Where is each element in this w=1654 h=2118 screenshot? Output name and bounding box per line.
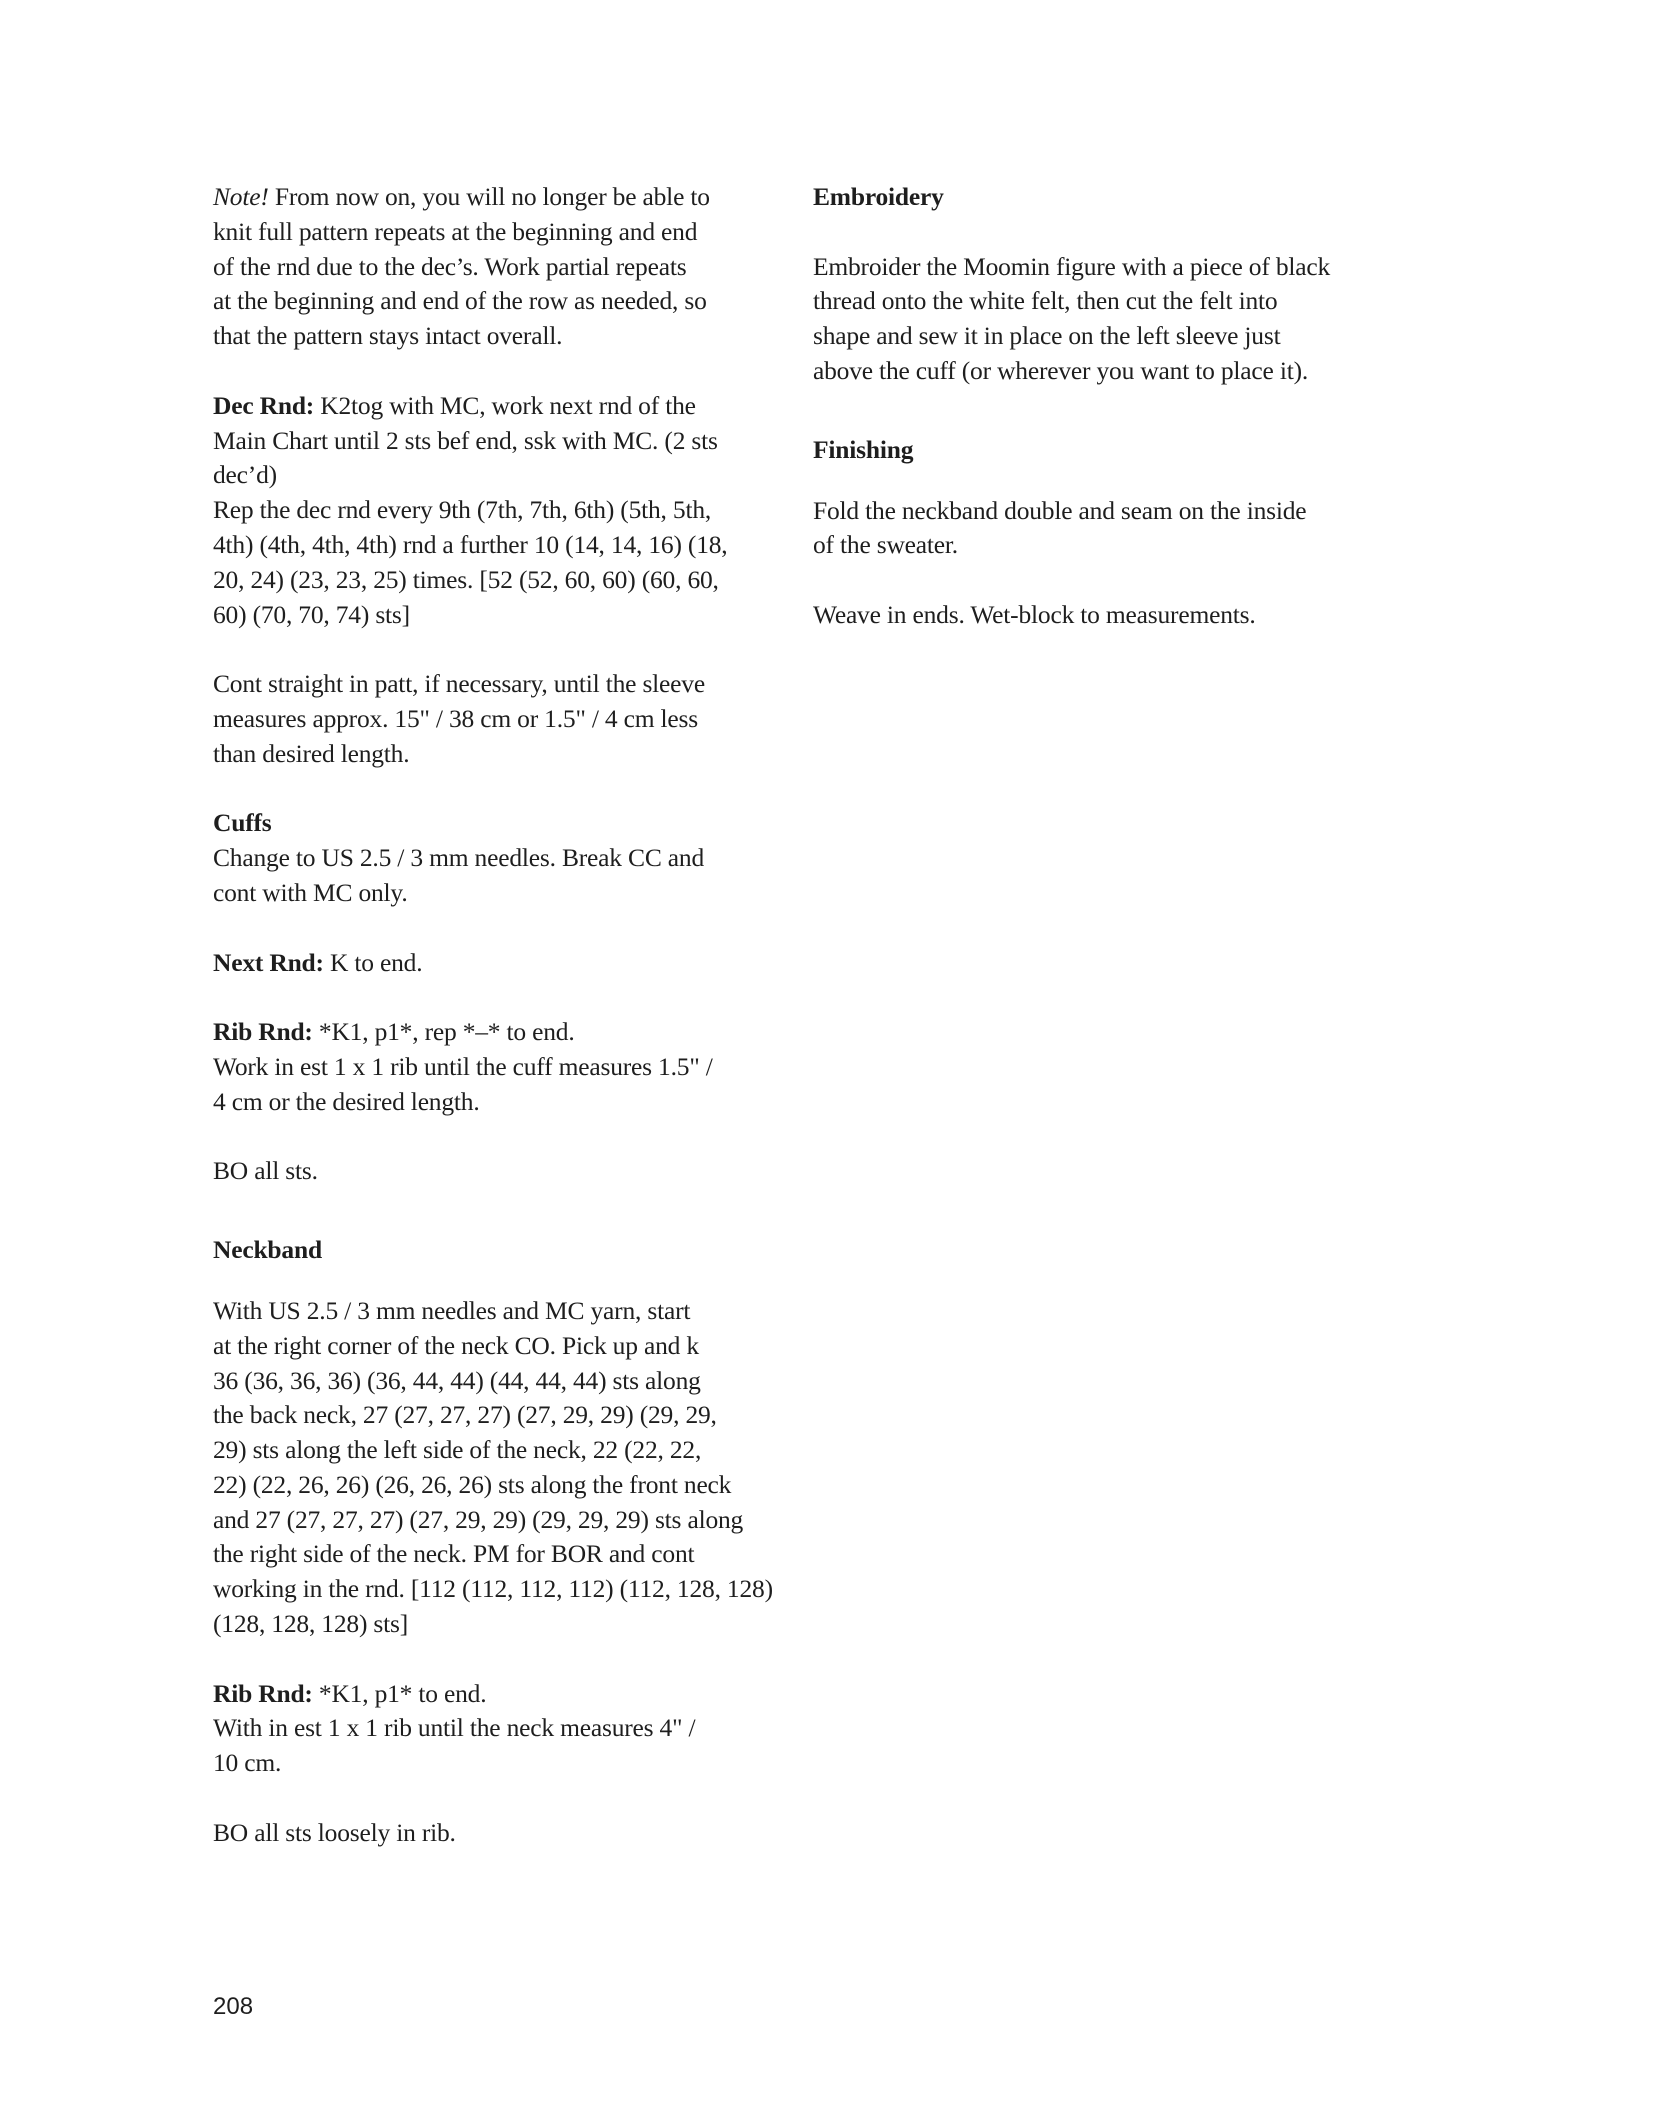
neckband-line: With US 2.5 / 3 mm needles and MC yarn, start	[213, 1295, 691, 1325]
embroidery-paragraph	[813, 250, 1373, 389]
rib-rnd-line: *K1, p1* to end.	[312, 1678, 487, 1708]
finishing-line: Fold the neckband double and seam on the inside	[813, 495, 1307, 525]
finishing-paragraph	[813, 494, 1373, 564]
note-label: Note!	[213, 182, 269, 211]
neckband-line: working in the rnd. [112 (112, 112, 112) (112, 128, 128)	[213, 1574, 773, 1604]
dec-rnd-paragraph	[213, 389, 758, 633]
embroidery-line: Embroider the Moomin figure with a piece of black	[813, 251, 1331, 281]
dec-rnd-line: Rep the dec rnd every 9th (7th, 7th, 6th) (5th, 5th,	[213, 495, 712, 525]
dec-rnd-label: Dec Rnd:	[213, 390, 315, 420]
rib-rnd-line: Work in est 1 x 1 rib until the cuff measures 1.5" /	[213, 1051, 713, 1081]
finishing-heading-text: Finishing	[813, 434, 914, 464]
cuffs-line: cont with MC only.	[213, 877, 408, 907]
embroidery-line: above the cuff (or wherever you want to place it).	[813, 355, 1309, 385]
neckband-line: 36 (36, 36, 36) (36, 44, 44) (44, 44, 44) sts along	[213, 1365, 701, 1395]
dec-rnd-line: K2tog with MC, work next rnd of the	[314, 390, 696, 420]
right-column	[813, 180, 1373, 633]
dec-rnd-line: 20, 24) (23, 23, 25) times. [52 (52, 60, 60) (60, 60,	[213, 564, 719, 594]
neckband-line: 22) (22, 26, 26) (26, 26, 26) sts along the front neck	[213, 1469, 732, 1499]
cuffs-line: Change to US 2.5 / 3 mm needles. Break CC and	[213, 843, 705, 873]
cont-line: than desired length.	[213, 738, 410, 768]
rib-rnd-line: 4 cm or the desired length.	[213, 1086, 480, 1116]
left-column	[213, 180, 773, 1851]
dec-rnd-line: Main Chart until 2 sts bef end, ssk with MC. (2 sts	[213, 425, 718, 455]
rib-rnd-neck-paragraph	[213, 1677, 758, 1781]
next-rnd-label: Next Rnd:	[213, 947, 324, 977]
note-line: at the beginning and end of the row as needed, so	[213, 286, 707, 316]
note-line: that the pattern stays intact overall.	[213, 321, 563, 351]
next-rnd-text: K to end.	[323, 947, 423, 977]
note-line: of the rnd due to the dec’s. Work partial repeats	[213, 251, 687, 281]
page-number: 208	[213, 1993, 254, 2020]
cont-line: measures approx. 15" / 38 cm or 1.5" / 4 cm less	[213, 703, 698, 733]
neckband-heading	[213, 1233, 758, 1268]
rib-rnd-label: Rib Rnd:	[213, 1678, 313, 1708]
cont-line: Cont straight in patt, if necessary, until the sleeve	[213, 669, 705, 699]
embroidery-line: thread onto the white felt, then cut the felt into	[813, 286, 1278, 316]
cuffs-heading: Cuffs	[213, 808, 272, 838]
bo-cuff-paragraph	[213, 1154, 758, 1189]
dec-rnd-line: 60) (70, 70, 74) sts]	[213, 599, 410, 629]
bo-neck-line: BO all sts loosely in rib.	[213, 1817, 456, 1847]
rib-rnd-line: With in est 1 x 1 rib until the neck measures 4" /	[213, 1713, 696, 1743]
neckband-line: (128, 128, 128) sts]	[213, 1609, 409, 1639]
cont-paragraph	[213, 667, 758, 771]
neckband-line: at the right corner of the neck CO. Pick up and k	[213, 1330, 699, 1360]
embroidery-line: shape and sew it in place on the left sleeve just	[813, 321, 1281, 351]
neckband-line: the right side of the neck. PM for BOR and cont	[213, 1539, 695, 1569]
cuffs-section	[213, 806, 758, 910]
bo-neck-paragraph	[213, 1816, 758, 1851]
embroidery-heading-text: Embroidery	[813, 182, 944, 211]
neckband-line: and 27 (27, 27, 27) (27, 29, 29) (29, 29, 29) sts along	[213, 1504, 744, 1534]
dec-rnd-line: 4th) (4th, 4th, 4th) rnd a further 10 (14, 14, 16) (18,	[213, 529, 728, 559]
finishing-heading	[813, 433, 1373, 468]
finishing-line: of the sweater.	[813, 530, 958, 560]
weave-paragraph	[813, 598, 1373, 633]
dec-rnd-line: dec’d)	[213, 460, 277, 490]
embroidery-heading	[813, 180, 1373, 215]
rib-rnd-line: 10 cm.	[213, 1748, 282, 1778]
rib-rnd-label: Rib Rnd:	[213, 1017, 313, 1047]
note-line: From now on, you will no longer be able to	[268, 182, 710, 211]
rib-rnd-cuff-paragraph	[213, 1015, 758, 1119]
note-paragraph	[213, 180, 758, 354]
neckband-heading-text: Neckband	[213, 1235, 322, 1265]
bo-cuff-line: BO all sts.	[213, 1156, 318, 1186]
weave-line: Weave in ends. Wet-block to measurements.	[813, 599, 1256, 629]
neckband-paragraph	[213, 1294, 773, 1642]
note-line: knit full pattern repeats at the beginning and end	[213, 216, 698, 246]
neckband-line: the back neck, 27 (27, 27, 27) (27, 29, 29) (29, 29,	[213, 1400, 717, 1430]
next-rnd-paragraph	[213, 946, 758, 981]
neckband-line: 29) sts along the left side of the neck, 22 (22, 22,	[213, 1435, 702, 1465]
rib-rnd-line: *K1, p1*, rep *–* to end.	[312, 1017, 575, 1047]
